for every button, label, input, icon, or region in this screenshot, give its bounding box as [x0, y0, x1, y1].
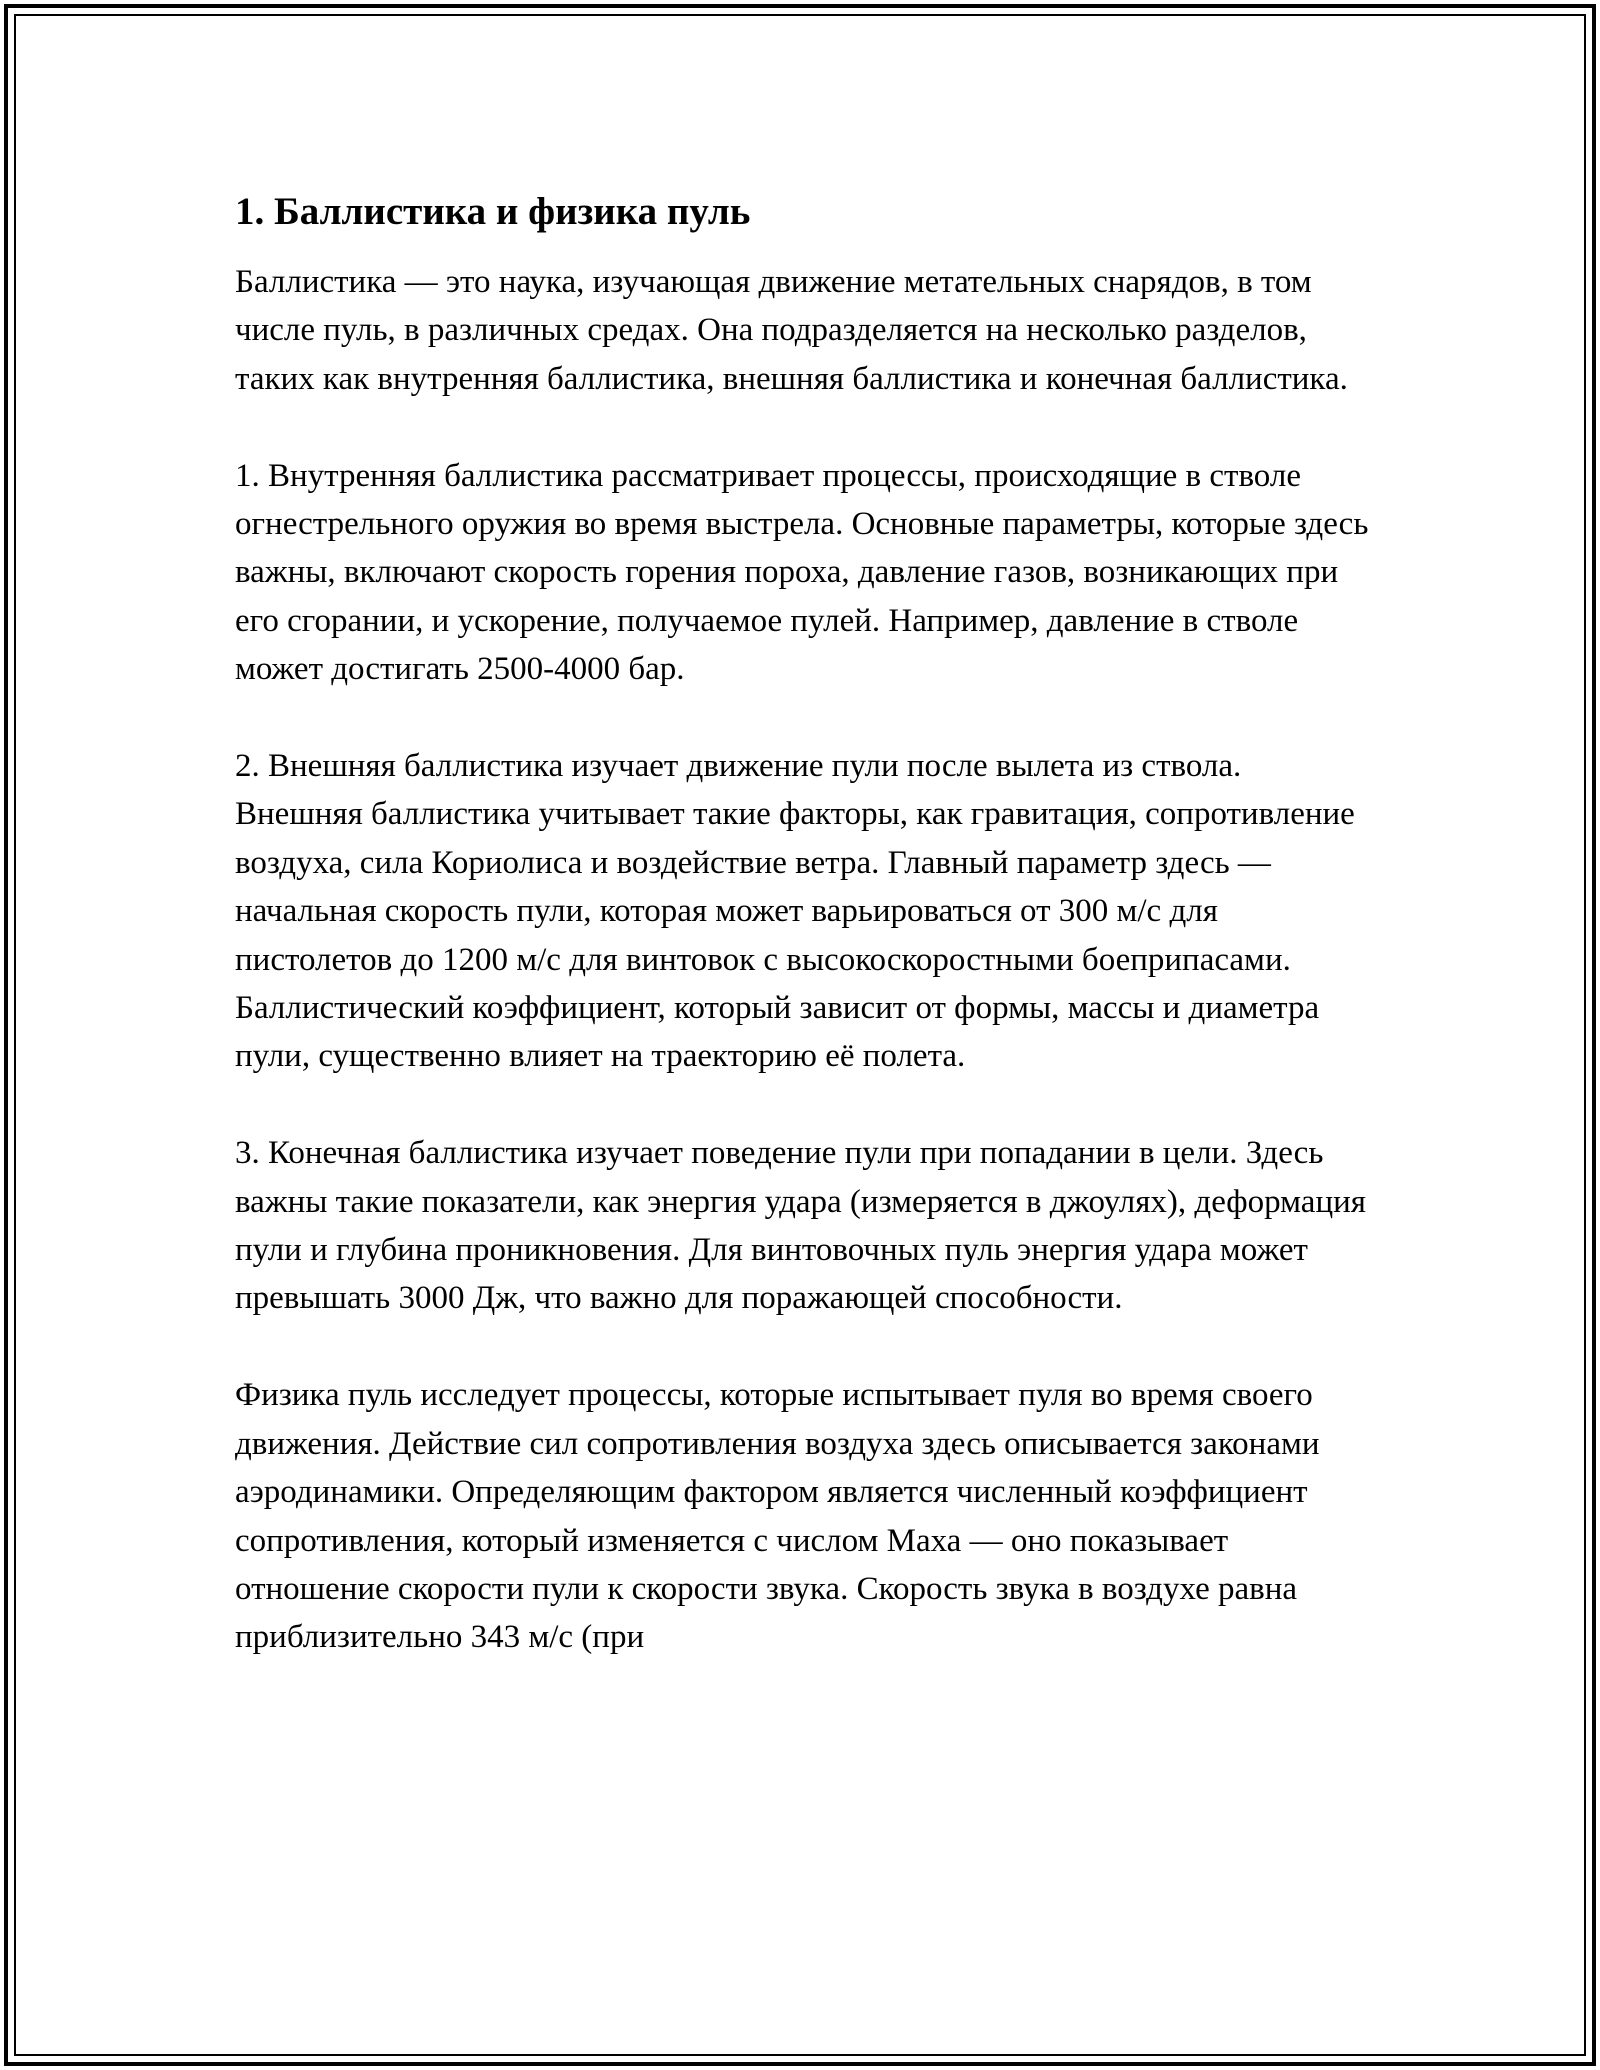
paragraph-terminal-ballistics: 3. Конечная баллистика изучает поведение пули при попадании в цели. Здесь важны такие показатели, как энергия удара (измеряется в джоулях), деформация пули и глубина проникновения. Для винтовочных пуль энергия удара может превышать 3000 Дж, что важно для поражающей способности.: [235, 1135, 1366, 1317]
paragraph-intro: Баллистика — это наука, изучающая движение метательных снарядов, в том числе пуль, в различных средах. Она подразделяется на несколько разделов, таких как внутренняя баллистика, внешняя баллистика и конечная баллистика.: [235, 264, 1348, 397]
section-heading: 1. Баллистика и физика пуль: [235, 190, 751, 233]
document-page: [235, 184, 1375, 1710]
paragraph-bullet-physics: Физика пуль исследует процессы, которые испытывает пуля во время своего движения. Действие сил сопротивления воздуха здесь описывается законами аэродинамики. Определяющим фактором является численный коэффициент сопротивления, который изменяется с числом Маха — оно показывает отношение скорости пули к скорости звука. Скорость звука в воздухе равна приблизительно 343 м/с (при: [235, 1377, 1320, 1656]
paragraph-external-ballistics: 2. Внешняя баллистика изучает движение пули после вылета из ствола. Внешняя баллистика учитывает такие факторы, как гравитация, сопротивление воздуха, сила Кориолиса и воздействие ветра. Главный параметр здесь — начальная скорость пули, которая может варьироваться от 300 м/с для пистолетов до 1200 м/с для винтовок с высокоскоростными боеприпасами. Баллистический коэффициент, который зависит от формы, массы и диаметра пули, существенно влияет на траекторию её полета.: [235, 748, 1355, 1075]
paragraph-internal-ballistics: 1. Внутренняя баллистика рассматривает процессы, происходящие в стволе огнестрельного оружия во время выстрела. Основные параметры, которые здесь важны, включают скорость горения пороха, давление газов, возникающих при его сгорании, и ускорение, получаемое пулей. Например, давление в стволе может достигать 2500-4000 бар.: [235, 457, 1369, 688]
